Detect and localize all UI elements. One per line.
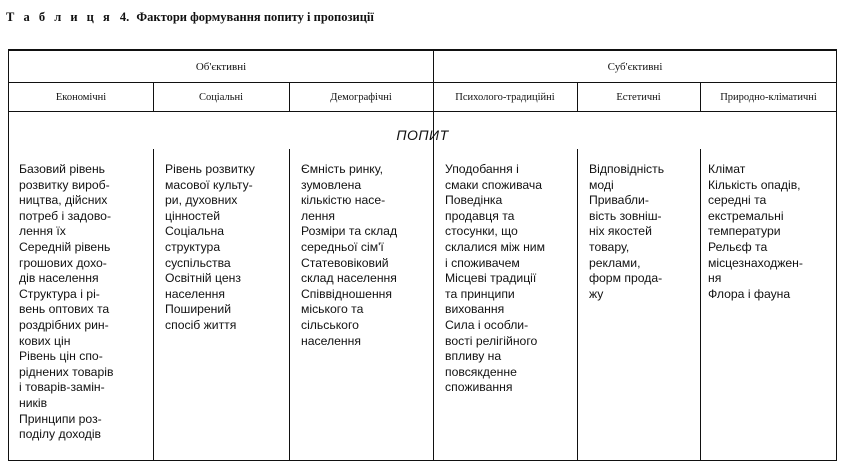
cell-demographic: Ємність ринку, зумовлена кількістю насе- лення Розміри та склад середньої сім'ї Статевовіковий склад населення Співвідношення міського та сільського населення xyxy=(301,162,398,348)
header-demographic: Демографічні xyxy=(330,91,392,103)
column-separator xyxy=(153,149,154,461)
header-divider xyxy=(9,111,836,112)
header-aesthetic: Естетичні xyxy=(616,91,661,103)
header-social: Соціальні xyxy=(198,91,244,103)
header-economic: Економічні xyxy=(55,91,107,103)
column-separator xyxy=(700,149,701,461)
table-title: Фактори формування попиту і пропозиції xyxy=(136,10,374,24)
cell-economic: Базовий рівень розвитку вироб- ництва, дійсних потреб і задово- лення їх Середній рівень грошових дохо- дів населення Структура і рі- вень оптових та роздрібних рин- кових цін Рівень цін спо- ріднених товарів і товарів-замін- ників Принципи роз- поділу доходів xyxy=(19,162,114,442)
cell-climatic: Клімат Кількість опадів, середні та екстремальні температури Рельєф та місцезнаходжен- ня Флора і фауна xyxy=(708,162,803,301)
cell-psychological: Уподобання і смаки споживача Поведінка продавця та стосунки, що склалися між ним і споживачем Місцеві традиції та принципи виховання Сила і особли- вості релігійного впливу на повсякденне споживання xyxy=(445,162,545,395)
cell-social: Рівень розвитку масової культу- ри, духовних цінностей Соціальна структура суспільства Освітній ценз населення Поширений спосіб життя xyxy=(165,162,255,332)
group-objective: Об'єктивні xyxy=(195,60,247,73)
table-label: Т а б л и ц я xyxy=(6,10,113,24)
factors-table xyxy=(8,49,837,461)
cell-aesthetic: Відповідність моді Привабли- вість зовніш- ніх якостей товару, реклами, форм прода- жу xyxy=(589,162,665,301)
header-climatic: Природно-кліматичні xyxy=(720,91,817,103)
column-separator xyxy=(289,149,290,461)
header-psychological: Психолого-традиційні xyxy=(455,91,555,103)
section-demand-label: ПОПИТ xyxy=(396,127,449,143)
column-separator xyxy=(577,149,578,461)
group-subjective: Суб'єктивні xyxy=(607,60,663,73)
table-caption xyxy=(6,10,374,25)
table-number: 4. xyxy=(119,10,130,24)
group-separator xyxy=(433,51,434,461)
